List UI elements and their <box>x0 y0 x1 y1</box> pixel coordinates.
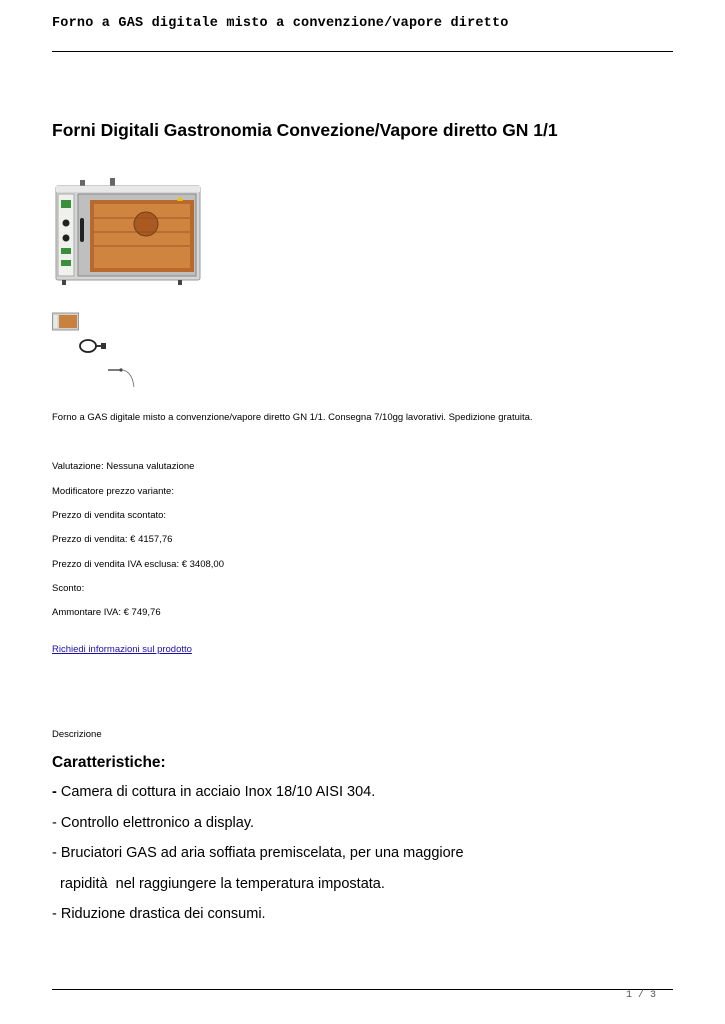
features-title: Caratteristiche: <box>52 754 166 771</box>
probe-thumbnail[interactable] <box>106 367 136 389</box>
request-info-link[interactable]: Richiedi informazioni sul prodotto <box>52 644 192 655</box>
product-title: Forni Digitali Gastronomia Convezione/Vapore diretto GN 1/1 <box>52 120 558 140</box>
price-excl-vat: Prezzo di vendita IVA esclusa: € 3408,00 <box>52 559 224 570</box>
vat-amount: Ammontare IVA: € 749,76 <box>52 607 161 618</box>
rating: Valutazione: Nessuna valutazione <box>52 461 195 472</box>
feature-item: - Bruciatori GAS ad aria soffiata premiscelata, per una maggiore <box>52 845 464 861</box>
sale-price: Prezzo di vendita: € 4157,76 <box>52 534 173 545</box>
description-label: Descrizione <box>52 729 102 740</box>
product-short-description: Forno a GAS digitale misto a convenzione/vapore diretto GN 1/1. Consegna 7/10gg lavorativi. Spedizione gratuita. <box>52 412 533 423</box>
feature-text: Camera di cottura in acciaio Inox 18/10 AISI 304. <box>56 784 376 800</box>
feature-bullet: - <box>52 784 57 800</box>
discount: Sconto: <box>52 583 85 594</box>
oven-thumbnail[interactable] <box>52 311 79 332</box>
header-divider <box>52 51 673 52</box>
power-cable-thumbnail[interactable] <box>78 337 108 355</box>
page-number: 1 / 3 <box>626 990 657 1001</box>
feature-item: rapidità nel raggiungere la temperatura impostata. <box>52 876 385 892</box>
price-modifier: Modificatore prezzo variante: <box>52 486 174 497</box>
feature-item <box>52 784 375 800</box>
document-header-title: Forno a GAS digitale misto a convenzione/vapore diretto <box>52 16 509 31</box>
feature-item: - Controllo elettronico a display. <box>52 815 255 831</box>
footer-divider <box>52 989 673 990</box>
discounted-price: Prezzo di vendita scontato: <box>52 510 167 521</box>
feature-item: - Riduzione drastica dei consumi. <box>52 906 266 922</box>
oven-image[interactable] <box>52 178 202 288</box>
